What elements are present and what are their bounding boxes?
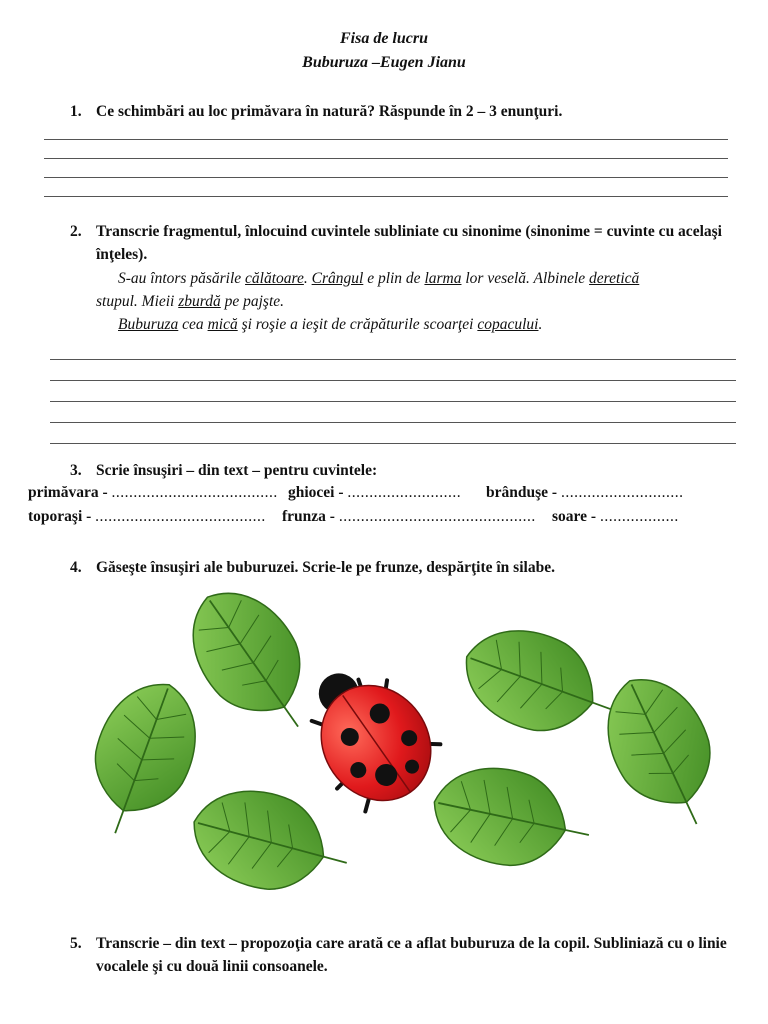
- question-3-number: 3.: [70, 462, 82, 479]
- leaf-5[interactable]: [425, 756, 599, 881]
- text-fragment: [96, 267, 728, 336]
- worksheet-title: Fisa de lucru: [339, 30, 428, 47]
- answer-line[interactable]: [44, 177, 728, 178]
- question-4-number: 4.: [70, 559, 82, 576]
- answer-line[interactable]: [44, 158, 728, 159]
- question-5-text: Transcrie – din text – propozoţia care arată ce a aflat buburuza de la copil. Subliniază cu o linie vocalele şi cu două linii consoanele.: [96, 935, 727, 975]
- prop-ghiocei[interactable]: ghiocei - ..........................: [288, 484, 462, 501]
- question-5: [70, 932, 728, 978]
- prop-branduse[interactable]: brânduşe - ............................: [486, 484, 684, 501]
- leaf-2[interactable]: [71, 669, 214, 850]
- ladybug-icon: [281, 646, 453, 825]
- underlined-word: zburdă: [178, 293, 221, 310]
- answer-line[interactable]: [50, 422, 736, 423]
- underlined-word: Buburuza: [118, 316, 179, 333]
- fragment-line-3: Buburuza cea mică şi roşie a ieşit de crăpăturile scoarţei copacului.: [118, 316, 543, 333]
- leaf-3[interactable]: [182, 776, 359, 905]
- worksheet-subtitle: Buburuza –Eugen Jianu: [302, 54, 466, 71]
- question-1-number: 1.: [70, 103, 82, 120]
- answer-line[interactable]: [50, 401, 736, 402]
- underlined-word: copacului: [477, 316, 539, 333]
- answer-line[interactable]: [50, 380, 736, 381]
- answer-line[interactable]: [50, 443, 736, 444]
- prop-soare[interactable]: soare - ..................: [552, 508, 679, 525]
- answer-line[interactable]: [50, 359, 736, 360]
- fragment-line-2: stupul. Mieii zburdă pe pajşte.: [96, 293, 285, 310]
- leaf-4[interactable]: [451, 612, 632, 755]
- question-2: [70, 220, 728, 266]
- question-3-text: Scrie însuşiri – din text – pentru cuvintele:: [96, 462, 378, 479]
- underlined-word: călătoare: [245, 270, 304, 287]
- question-1: [70, 100, 728, 123]
- leaves-and-ladybug-illustration: [0, 560, 768, 905]
- underlined-word: mică: [207, 316, 238, 333]
- question-4-text: Găseşte însuşiri ale buburuzei. Scrie-le pe frunze, despărţite în silabe.: [96, 559, 555, 576]
- leaf-6[interactable]: [587, 661, 740, 844]
- prop-primavara[interactable]: primăvara - ......................................: [28, 484, 278, 501]
- answer-line[interactable]: [44, 196, 728, 197]
- question-2-number: 2.: [70, 223, 82, 240]
- question-2-text: Transcrie fragmentul, înlocuind cuvintele subliniate cu sinonime (sinonime = cuvinte cu acelaşi înţeles).: [96, 223, 722, 263]
- prop-toporasi[interactable]: toporaşi - .......................................: [28, 508, 266, 525]
- underlined-word: Crângul: [311, 270, 364, 287]
- underlined-word: larma: [424, 270, 462, 287]
- prop-frunza[interactable]: frunza - .............................................: [282, 508, 536, 525]
- fragment-line-1: S-au întors păsările călătoare. Crângul e plin de larma lor veselă. Albinele deretică: [118, 270, 640, 287]
- answer-line[interactable]: [44, 139, 728, 140]
- underlined-word: deretică: [589, 270, 640, 287]
- question-5-number: 5.: [70, 935, 82, 952]
- question-1-text: Ce schimbări au loc primăvara în natură? Răspunde în 2 – 3 enunţuri.: [96, 103, 563, 120]
- question-3: [70, 459, 728, 482]
